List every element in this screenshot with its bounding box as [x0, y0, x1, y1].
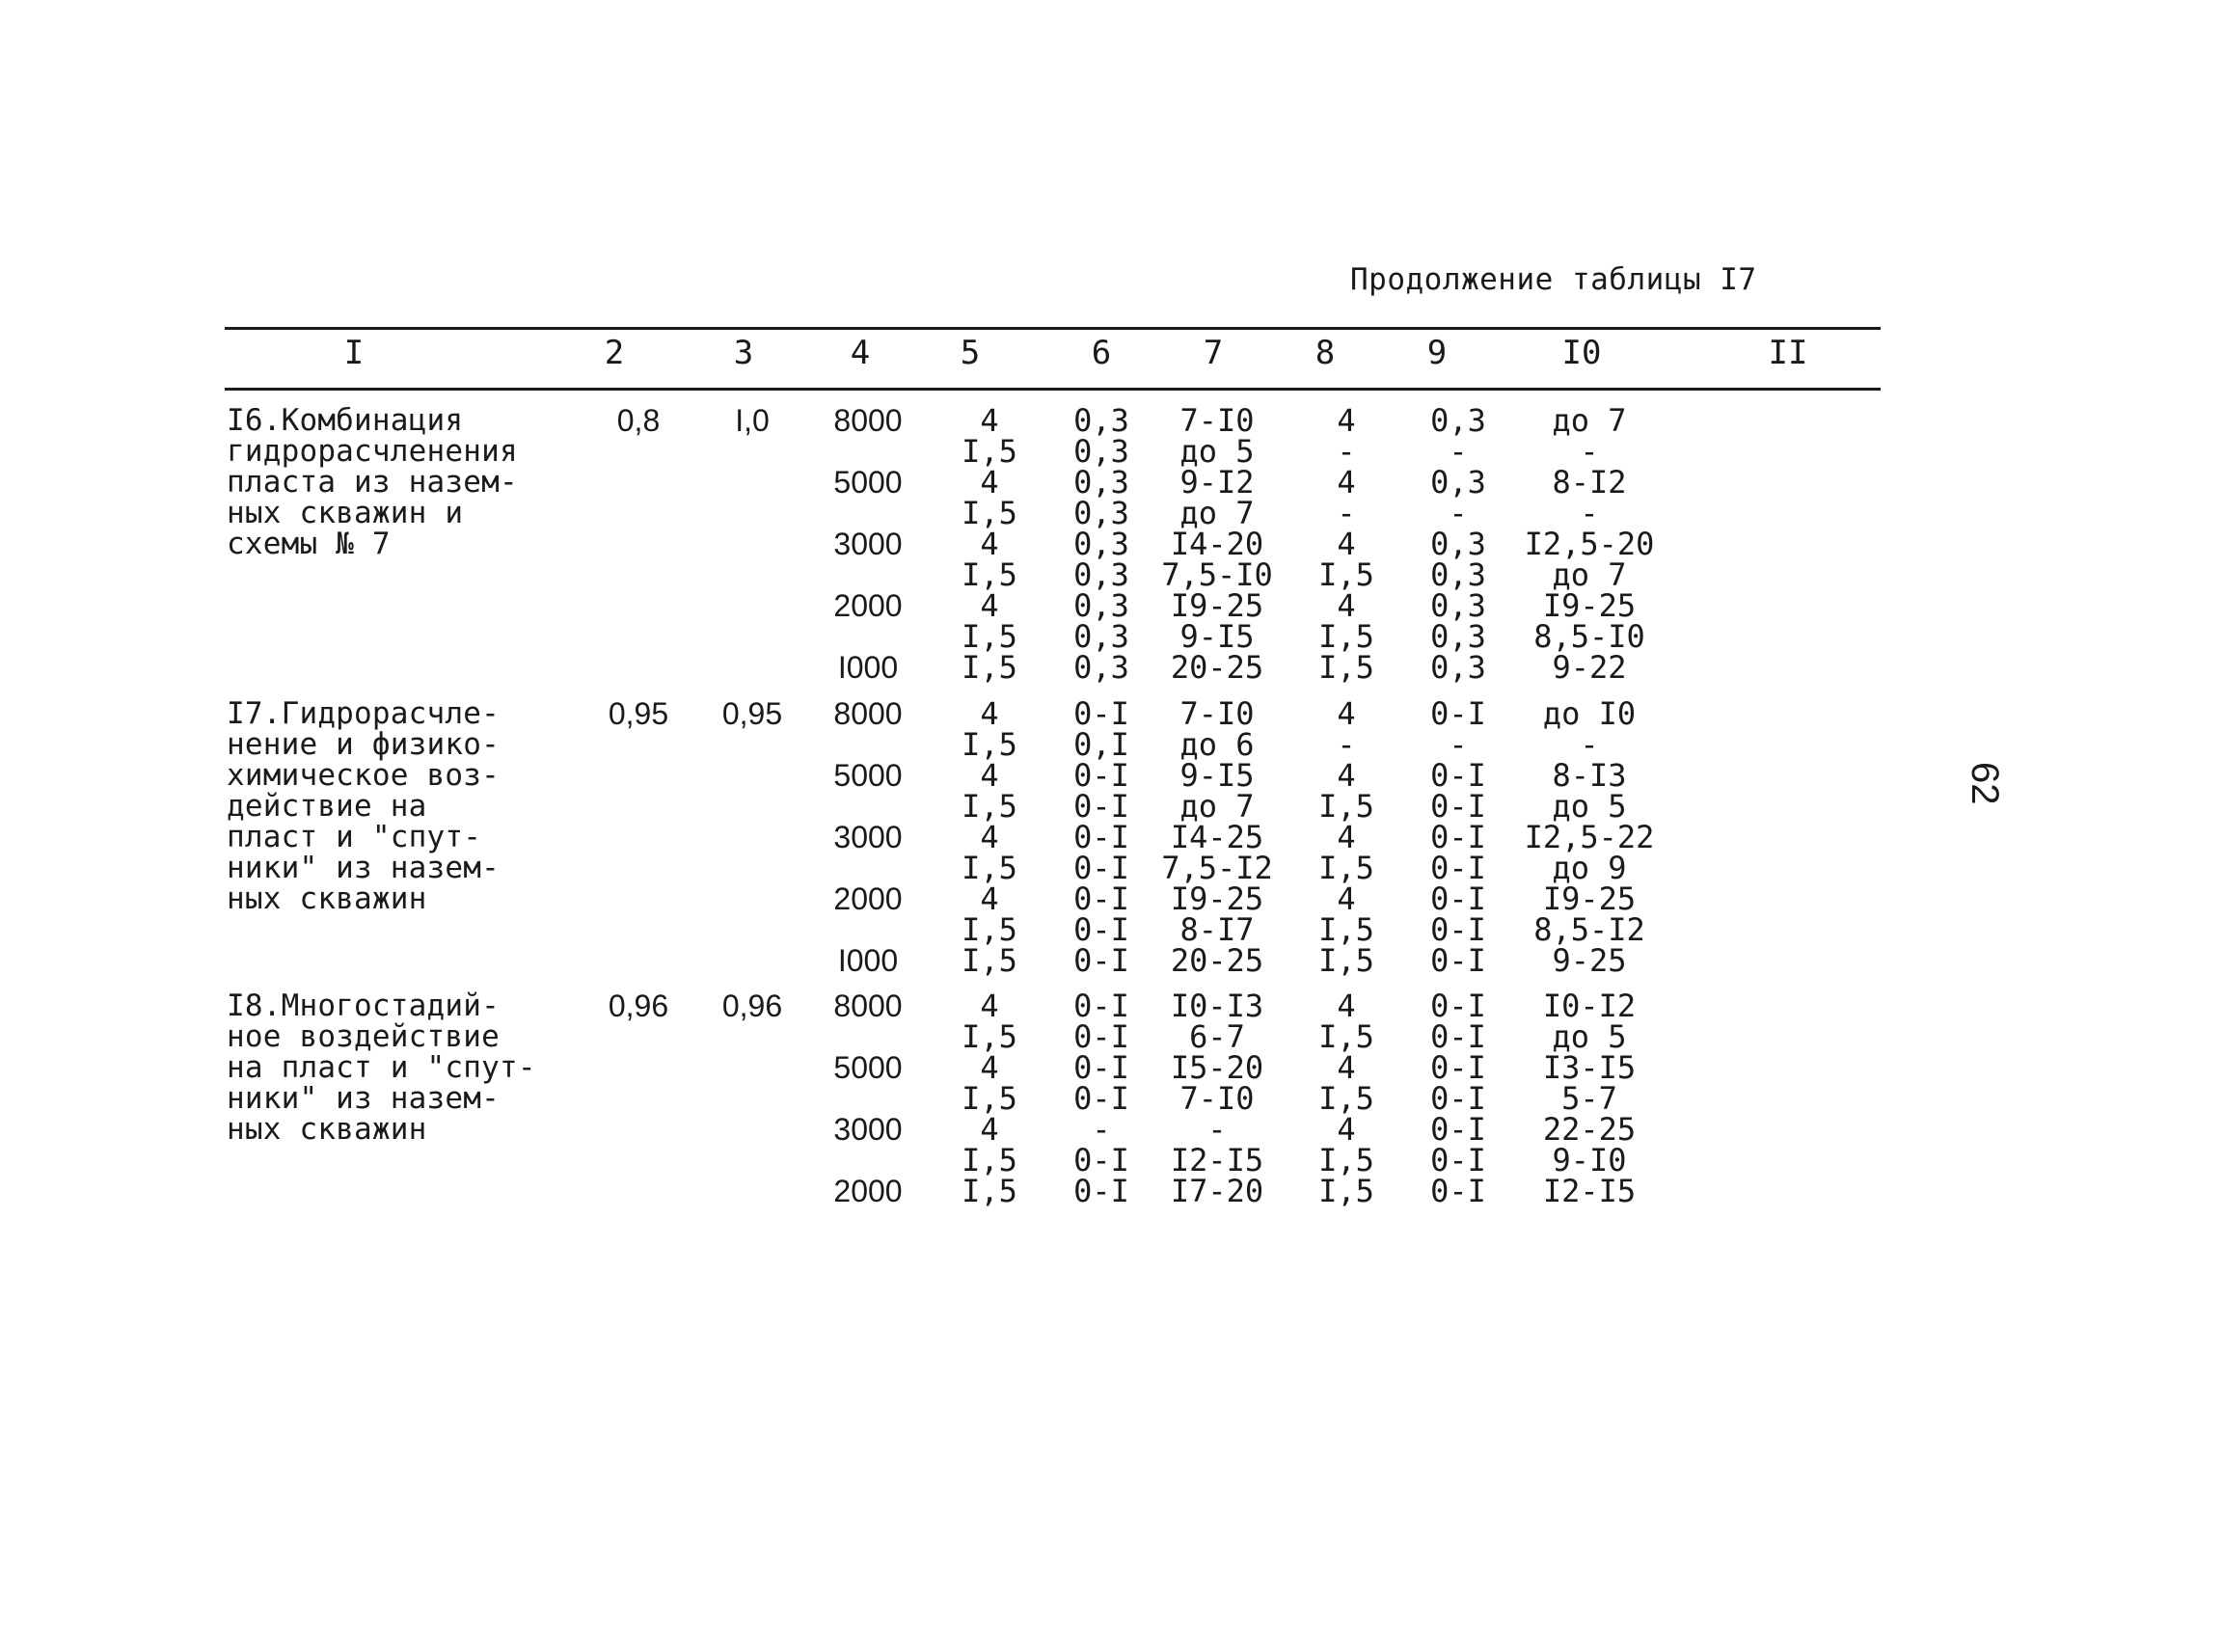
cell-col-9: 0-I [1430, 1080, 1486, 1117]
cell-col-10: 8,5-I0 [1533, 618, 1645, 655]
cell-coefficient-2: 0,8 [616, 403, 661, 438]
header-col-8: 8 [1314, 334, 1336, 372]
cell-depth: 3000 [833, 820, 903, 854]
cell-col-6: 0,3 [1073, 402, 1129, 439]
cell-col-8: I,5 [1318, 850, 1374, 886]
cell-col-9: 0,3 [1430, 464, 1486, 501]
cell-col-6: 0,3 [1073, 618, 1129, 655]
cell-col-7: 20-25 [1170, 649, 1264, 686]
cell-col-7: I4-25 [1170, 819, 1264, 855]
cell-col-9: 0-I [1430, 942, 1486, 979]
cell-col-5: I,5 [962, 726, 1017, 763]
cell-col-8: - [1337, 726, 1356, 763]
cell-depth: 2000 [833, 1174, 903, 1208]
cell-col-6: 0-I [1073, 757, 1129, 794]
header-col-4: 4 [850, 334, 871, 372]
cell-col-7: - [1207, 1111, 1227, 1148]
cell-depth: 2000 [833, 588, 903, 623]
cell-col-10: 9-25 [1552, 942, 1627, 979]
cell-col-7: до 6 [1179, 726, 1255, 763]
cell-col-8: I,5 [1318, 788, 1374, 825]
cell-col-9: 0,3 [1430, 402, 1486, 439]
cell-col-9: 0,3 [1430, 556, 1486, 593]
cell-coefficient-3: I,0 [735, 403, 770, 438]
header-col-11: II [1768, 334, 1808, 372]
cell-col-6: 0-I [1073, 880, 1129, 917]
cell-col-6: 0,3 [1073, 526, 1129, 562]
cell-col-7: 7,5-I2 [1161, 850, 1273, 886]
cell-col-9: 0-I [1430, 1049, 1486, 1086]
cell-col-7: 7,5-I0 [1161, 556, 1273, 593]
cell-col-10: до 5 [1552, 1018, 1627, 1055]
cell-col-8: I,5 [1318, 1173, 1374, 1209]
cell-col-5: I,5 [962, 618, 1017, 655]
cell-col-8: 4 [1337, 757, 1356, 794]
cell-col-7: до 7 [1179, 495, 1255, 531]
cell-col-8: 4 [1337, 880, 1356, 917]
cell-col-5: 4 [980, 402, 999, 439]
cell-col-8: I,5 [1318, 1080, 1374, 1117]
cell-col-7: I9-25 [1170, 587, 1264, 624]
cell-col-6: - [1092, 1111, 1111, 1148]
cell-col-8: I,5 [1318, 1142, 1374, 1178]
table-caption: Продолжение таблицы I7 [1350, 262, 1757, 297]
cell-col-7: до 7 [1179, 788, 1255, 825]
cell-col-7: I7-20 [1170, 1173, 1264, 1209]
cell-col-10: I3-I5 [1542, 1049, 1637, 1086]
cell-col-7: 7-I0 [1179, 402, 1255, 439]
cell-col-5: 4 [980, 1049, 999, 1086]
cell-col-6: 0-I [1073, 911, 1129, 948]
cell-col-9: - [1449, 433, 1468, 470]
cell-col-9: 0-I [1430, 757, 1486, 794]
cell-col-10: - [1580, 433, 1599, 470]
table-header-rule [225, 388, 1881, 391]
cell-col-8: 4 [1337, 526, 1356, 562]
table-top-rule [225, 327, 1881, 330]
cell-col-7: I0-I3 [1170, 988, 1264, 1024]
cell-col-10: 8,5-I2 [1533, 911, 1645, 948]
cell-col-7: до 5 [1179, 433, 1255, 470]
cell-col-10: I2,5-20 [1524, 526, 1655, 562]
cell-col-6: 0-I [1073, 1049, 1129, 1086]
cell-col-6: 0-I [1073, 1080, 1129, 1117]
cell-col-7: I5-20 [1170, 1049, 1264, 1086]
cell-col-7: 8-I7 [1179, 911, 1255, 948]
cell-col-9: 0,3 [1430, 649, 1486, 686]
cell-col-6: 0-I [1073, 1173, 1129, 1209]
cell-col-9: 0-I [1430, 1173, 1486, 1209]
cell-col-10: I0-I2 [1542, 988, 1637, 1024]
cell-col-10: 8-I3 [1552, 757, 1627, 794]
cell-col-5: I,5 [962, 1173, 1017, 1209]
cell-col-10: I2,5-22 [1524, 819, 1655, 855]
cell-depth: 5000 [833, 1050, 903, 1085]
cell-col-10: до 7 [1552, 556, 1627, 593]
cell-depth: 3000 [833, 527, 903, 561]
cell-col-6: 0,3 [1073, 649, 1129, 686]
cell-depth: 8000 [833, 403, 903, 438]
cell-col-5: I,5 [962, 850, 1017, 886]
cell-col-6: 0-I [1073, 788, 1129, 825]
cell-col-5: I,5 [962, 556, 1017, 593]
header-col-6: 6 [1091, 334, 1112, 372]
cell-col-5: I,5 [962, 1018, 1017, 1055]
cell-col-9: 0-I [1430, 1111, 1486, 1148]
cell-col-9: 0,3 [1430, 587, 1486, 624]
cell-col-6: 0,3 [1073, 433, 1129, 470]
cell-depth: 3000 [833, 1112, 903, 1147]
cell-col-9: 0-I [1430, 819, 1486, 855]
cell-col-5: 4 [980, 819, 999, 855]
cell-col-7: 9-I2 [1179, 464, 1255, 501]
cell-col-9: 0,3 [1430, 526, 1486, 562]
cell-col-5: 4 [980, 757, 999, 794]
header-col-9: 9 [1426, 334, 1448, 372]
cell-col-8: 4 [1337, 587, 1356, 624]
cell-col-10: - [1580, 495, 1599, 531]
cell-col-6: 0-I [1073, 850, 1129, 886]
cell-col-5: 4 [980, 695, 999, 732]
cell-col-8: 4 [1337, 1111, 1356, 1148]
cell-col-5: 4 [980, 464, 999, 501]
cell-coefficient-3: 0,96 [721, 988, 783, 1023]
cell-depth: 5000 [833, 758, 903, 793]
row-name: I6.Комбинация гидрорасчленения пласта из назем- ных скважин и схемы № 7 [227, 403, 518, 561]
cell-coefficient-3: 0,95 [721, 696, 783, 731]
header-col-10: I0 [1561, 334, 1602, 372]
cell-col-5: I,5 [962, 1080, 1017, 1117]
cell-col-10: 8-I2 [1552, 464, 1627, 501]
cell-col-8: I,5 [1318, 618, 1374, 655]
cell-col-8: 4 [1337, 988, 1356, 1024]
cell-col-7: 6-7 [1189, 1018, 1245, 1055]
header-col-2: 2 [604, 334, 625, 372]
cell-col-5: 4 [980, 988, 999, 1024]
cell-col-6: 0,I [1073, 726, 1129, 763]
cell-depth: 2000 [833, 881, 903, 916]
cell-col-6: 0-I [1073, 819, 1129, 855]
cell-col-9: 0-I [1430, 988, 1486, 1024]
cell-col-10: до 7 [1552, 402, 1627, 439]
cell-col-9: - [1449, 726, 1468, 763]
cell-col-6: 0-I [1073, 1142, 1129, 1178]
cell-col-6: 0-I [1073, 1018, 1129, 1055]
cell-col-8: 4 [1337, 402, 1356, 439]
cell-col-6: 0-I [1073, 988, 1129, 1024]
cell-col-8: 4 [1337, 1049, 1356, 1086]
cell-col-10: 5-7 [1561, 1080, 1617, 1117]
cell-col-9: 0-I [1430, 911, 1486, 948]
cell-col-10: - [1580, 726, 1599, 763]
cell-col-5: 4 [980, 526, 999, 562]
cell-col-10: до 9 [1552, 850, 1627, 886]
cell-col-9: 0-I [1430, 788, 1486, 825]
cell-depth: 8000 [833, 696, 903, 731]
cell-col-10: до I0 [1542, 695, 1637, 732]
cell-col-5: 4 [980, 1111, 999, 1148]
cell-col-8: I,5 [1318, 911, 1374, 948]
cell-col-7: 9-I5 [1179, 757, 1255, 794]
cell-col-6: 0,3 [1073, 495, 1129, 531]
cell-col-9: 0-I [1430, 850, 1486, 886]
cell-col-6: 0,3 [1073, 587, 1129, 624]
cell-col-5: 4 [980, 880, 999, 917]
cell-col-8: I,5 [1318, 649, 1374, 686]
cell-col-8: 4 [1337, 695, 1356, 732]
cell-col-5: I,5 [962, 433, 1017, 470]
cell-col-5: 4 [980, 587, 999, 624]
cell-col-5: I,5 [962, 911, 1017, 948]
row-name: I8.Многостадий- ное воздействие на пласт и "спут- ники" из назем- ных скважин [227, 988, 536, 1147]
header-col-3: 3 [733, 334, 754, 372]
cell-col-7: I2-I5 [1170, 1142, 1264, 1178]
cell-col-10: 22-25 [1542, 1111, 1637, 1148]
cell-depth: I000 [837, 650, 899, 685]
cell-col-8: - [1337, 433, 1356, 470]
cell-col-6: 0-I [1073, 695, 1129, 732]
cell-col-5: I,5 [962, 1142, 1017, 1178]
cell-col-7: 7-I0 [1179, 1080, 1255, 1117]
cell-col-8: 4 [1337, 464, 1356, 501]
cell-col-8: I,5 [1318, 942, 1374, 979]
page-number: 62 [1964, 762, 2006, 805]
cell-col-9: 0-I [1430, 695, 1486, 732]
cell-depth: 8000 [833, 988, 903, 1023]
cell-coefficient-2: 0,95 [608, 696, 669, 731]
cell-col-8: 4 [1337, 819, 1356, 855]
header-col-1: I [343, 334, 365, 372]
cell-col-9: 0-I [1430, 1142, 1486, 1178]
cell-col-9: 0-I [1430, 880, 1486, 917]
cell-col-7: I4-20 [1170, 526, 1264, 562]
cell-col-10: 9-22 [1552, 649, 1627, 686]
cell-col-10: I2-I5 [1542, 1173, 1637, 1209]
cell-col-7: 20-25 [1170, 942, 1264, 979]
cell-col-10: до 5 [1552, 788, 1627, 825]
cell-depth: 5000 [833, 465, 903, 500]
cell-col-5: I,5 [962, 495, 1017, 531]
cell-col-8: I,5 [1318, 556, 1374, 593]
header-col-7: 7 [1203, 334, 1224, 372]
cell-col-10: I9-25 [1542, 880, 1637, 917]
cell-col-9: 0-I [1430, 1018, 1486, 1055]
cell-col-6: 0-I [1073, 942, 1129, 979]
cell-col-10: 9-I0 [1552, 1142, 1627, 1178]
header-col-5: 5 [960, 334, 981, 372]
cell-col-8: I,5 [1318, 1018, 1374, 1055]
cell-coefficient-2: 0,96 [608, 988, 669, 1023]
cell-col-5: I,5 [962, 788, 1017, 825]
cell-col-7: I9-25 [1170, 880, 1264, 917]
cell-depth: I000 [837, 943, 899, 978]
cell-col-7: 9-I5 [1179, 618, 1255, 655]
cell-col-5: I,5 [962, 942, 1017, 979]
row-name: I7.Гидрорасчле- нение и физико- химическое воз- действие на пласт и "спут- ники" из назем- ных скважин [227, 696, 500, 916]
cell-col-6: 0,3 [1073, 464, 1129, 501]
cell-col-8: - [1337, 495, 1356, 531]
cell-col-6: 0,3 [1073, 556, 1129, 593]
cell-col-9: 0,3 [1430, 618, 1486, 655]
cell-col-10: I9-25 [1542, 587, 1637, 624]
cell-col-7: 7-I0 [1179, 695, 1255, 732]
cell-col-5: I,5 [962, 649, 1017, 686]
cell-col-9: - [1449, 495, 1468, 531]
